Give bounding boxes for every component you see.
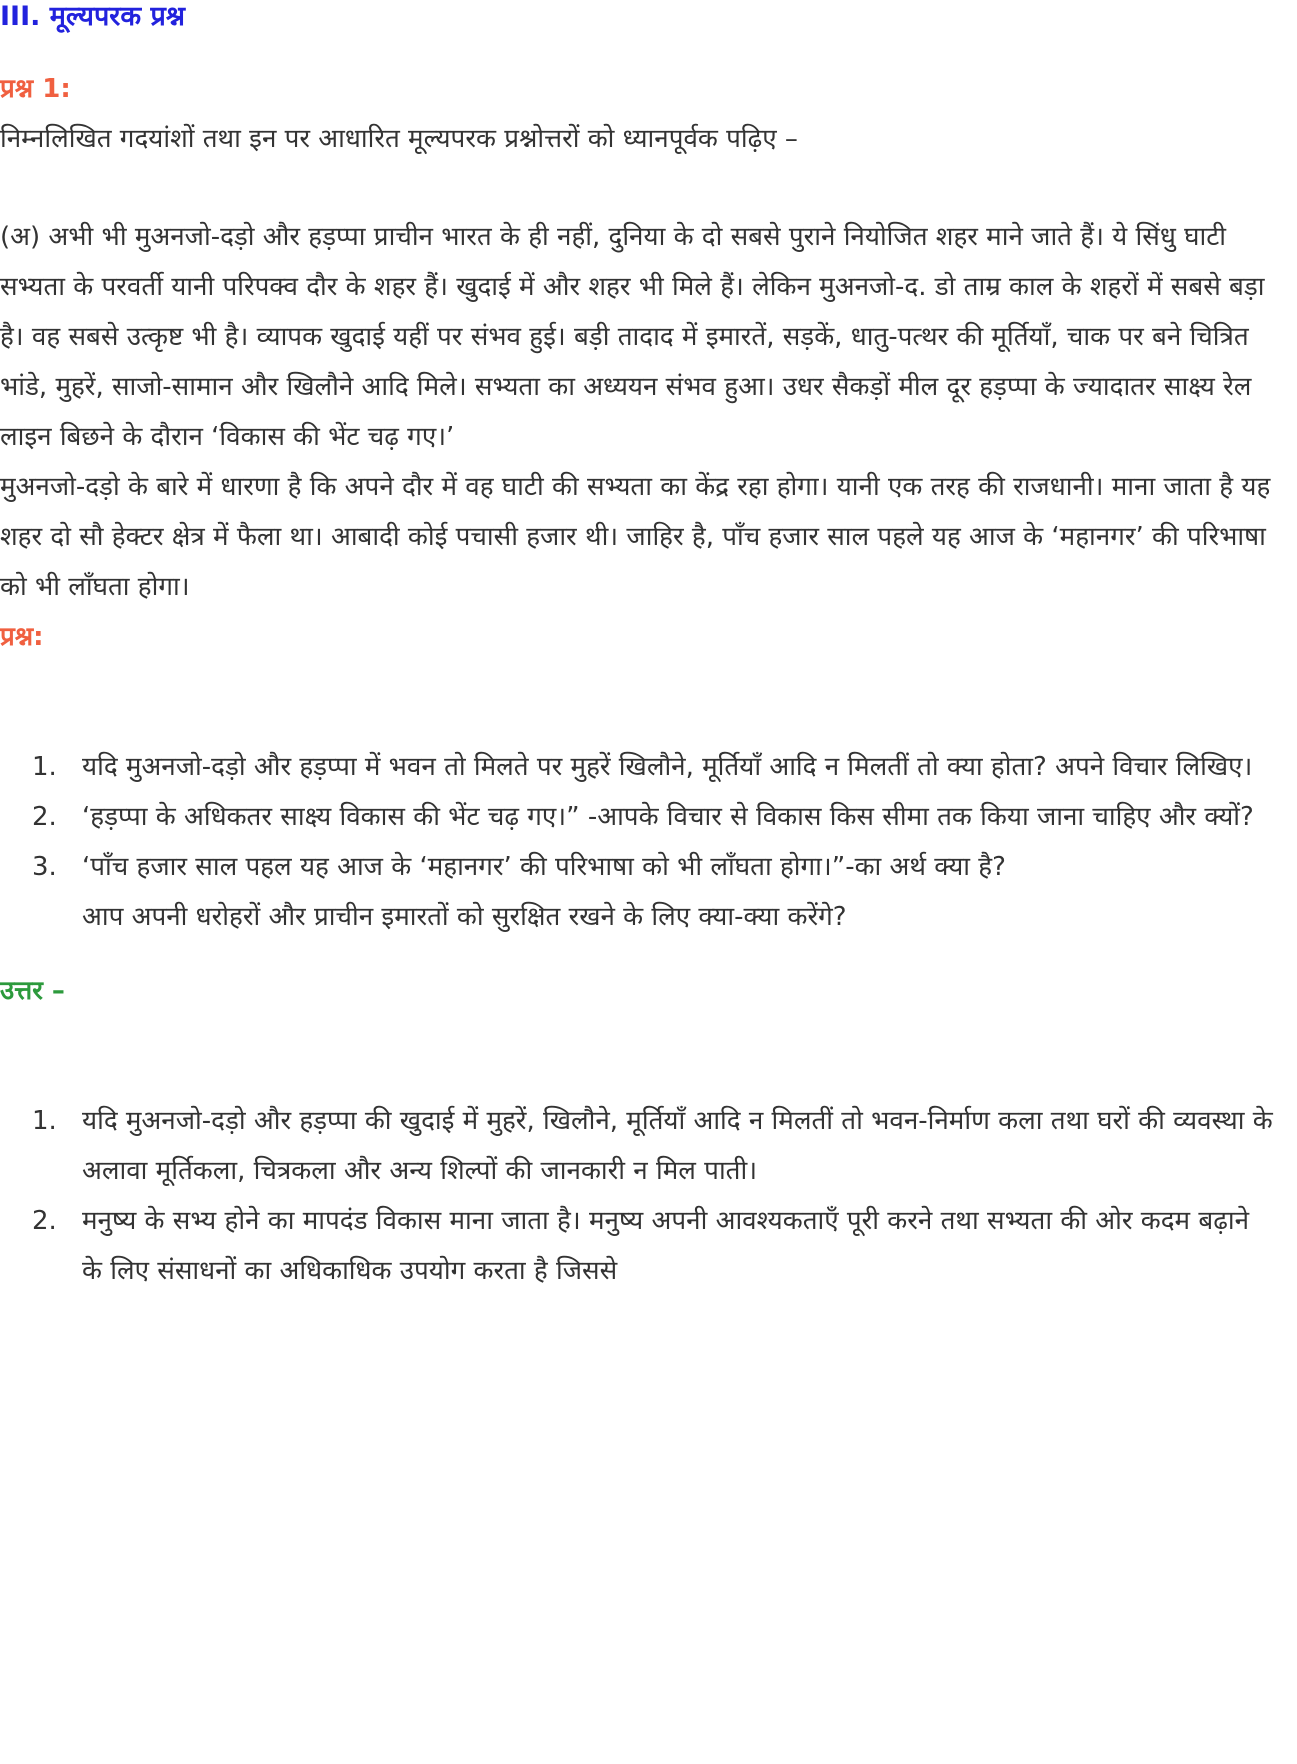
answer-text: यदि मुअनजो-दड़ो और हड़प्पा की खुदाई में मुहरें, खिलौने, मूर्तियाँ आदि न मिलतीं तो भवन-निर्माण कला तथा घरों की व्यवस्था के अलावा मूर्तिकला, चित्रकला और अन्य शिल्पों की जानकारी न मिल पाती।	[82, 1106, 1273, 1186]
question-text: ‘हड़प्पा के अधिकतर साक्ष्य विकास की भेंट चढ़ गए।” -आपके विचार से विकास किस सीमा तक किया जाना चाहिए और क्यों?	[82, 802, 1254, 832]
answer-number: 2.	[32, 1206, 57, 1236]
question-number: 2.	[32, 802, 57, 832]
question-list	[0, 742, 1297, 892]
question-label: प्रश्न 1:	[0, 74, 71, 104]
answer-item	[0, 1096, 1297, 1196]
question-item	[0, 842, 1297, 892]
passage-paragraph-1: (अ) अभी भी मुअनजो-दड़ो और हड़प्पा प्राचीन भारत के ही नहीं, दुनिया के दो सबसे पुराने नियोजित शहर माने जाते हैं। ये सिंधु घाटी सभ्यता के परवर्ती यानी परिपक्व दौर के शहर हैं। खुदाई में और शहर भी मिले हैं। लेकिन मुअनजो-द. डो ताम्र काल के शहरों में सबसे बड़ा है। वह सबसे उत्कृष्ट भी है। व्यापक खुदाई यहीं पर संभव हुई। बड़ी तादाद में इमारतें, सड़कें, धातु-पत्थर की मूर्तियाँ, चाक पर बने चित्रित भांडे, मुहरें, साजो-सामान और खिलौने आदि मिले। सभ्यता का अध्ययन संभव हुआ। उधर सैकड़ों मील दूर हड़प्पा के ज्यादातर साक्ष्य रेल लाइन बिछने के दौरान ‘विकास की भेंट चढ़ गए।’	[0, 222, 1265, 452]
spacer	[0, 40, 1297, 64]
questions-label: प्रश्न:	[0, 622, 44, 652]
spacer	[0, 164, 1297, 212]
spacer	[0, 1016, 1297, 1096]
question-text: यदि मुअनजो-दड़ो और हड़प्पा में भवन तो मिलते पर मुहरें खिलौने, मूर्तियाँ आदि न मिलतीं तो क्या होता? अपने विचार लिखिए।	[82, 752, 1253, 782]
question-item	[0, 742, 1297, 792]
question-number: 3.	[32, 852, 57, 882]
section-title: III. मूल्यपरक प्रश्न	[0, 1, 185, 32]
question-item	[0, 792, 1297, 842]
answer-number: 1.	[32, 1106, 57, 1136]
instruction-text: निम्नलिखित गदयांशों तथा इन पर आधारित मूल्यपरक प्रश्नोत्तरों को ध्यानपूर्वक पढ़िए –	[0, 124, 798, 154]
answer-label: उत्तर –	[0, 976, 65, 1006]
answer-text: मनुष्य के सभ्य होने का मापदंड विकास माना जाता है। मनुष्य अपनी आवश्यकताएँ पूरी करने तथा सभ्यता की ओर कदम बढ़ाने के लिए संसाधनों का अधिकाधिक उपयोग करता है जिससे	[82, 1206, 1250, 1286]
question-extra-text: आप अपनी धरोहरों और प्राचीन इमारतों को सुरक्षित रखने के लिए क्या-क्या करेंगे?	[82, 902, 847, 932]
spacer	[0, 942, 1297, 966]
spacer	[0, 662, 1297, 742]
question-number: 1.	[32, 752, 57, 782]
answer-list	[0, 1096, 1297, 1296]
answer-item	[0, 1196, 1297, 1296]
passage-paragraph-2: मुअनजो-दड़ो के बारे में धारणा है कि अपने दौर में वह घाटी की सभ्यता का केंद्र रहा होगा। यानी एक तरह की राजधानी। माना जाता है यह शहर दो सौ हेक्टर क्षेत्र में फैला था। आबादी कोई पचासी हजार थी। जाहिर है, पाँच हजार साल पहले यह आज के ‘महानगर’ की परिभाषा को भी लाँघता होगा।	[0, 472, 1271, 602]
question-text: ‘पाँच हजार साल पहल यह आज के ‘महानगर’ की परिभाषा को भी लाँघता होगा।”-का अर्थ क्या है?	[82, 852, 1006, 882]
